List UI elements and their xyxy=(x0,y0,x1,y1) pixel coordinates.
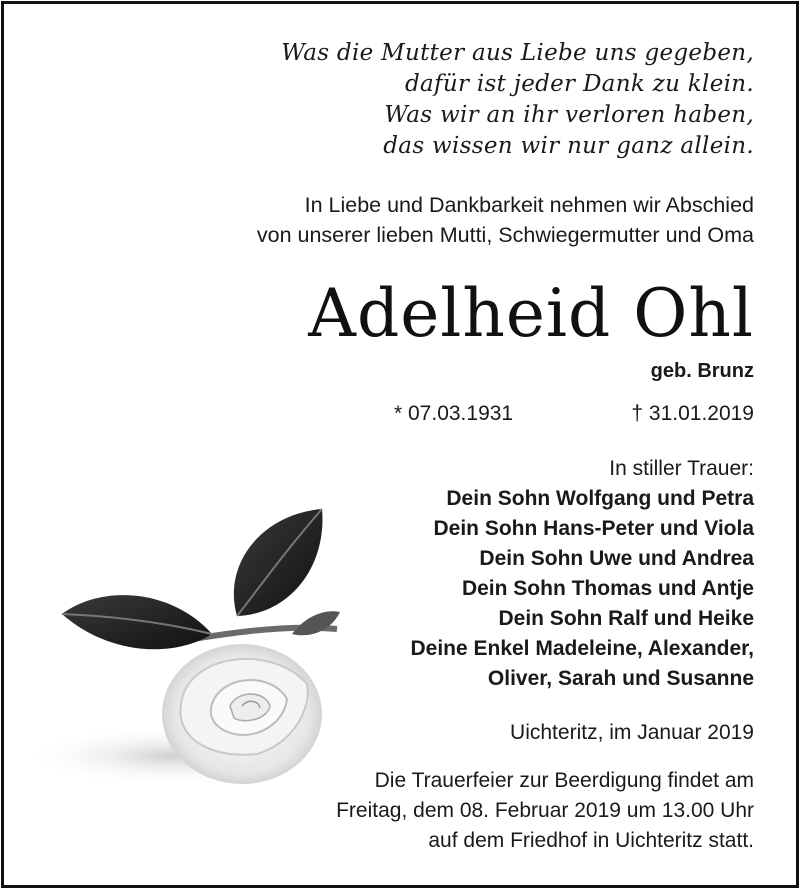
mourning-header: In stiller Trauer: xyxy=(609,457,754,480)
poem-line: Was die Mutter aus Liebe uns gegeben, xyxy=(281,40,754,66)
death-date: † 31.01.2019 xyxy=(631,402,754,425)
mourner-line: Dein Sohn Hans-Peter und Viola xyxy=(433,517,754,540)
poem-line: das wissen wir nur ganz allein. xyxy=(383,133,754,159)
deceased-name: Adelheid Ohl xyxy=(308,275,754,352)
mourner-line: Oliver, Sarah und Susanne xyxy=(487,667,754,690)
obituary-frame xyxy=(1,1,799,888)
mourners-block xyxy=(410,454,754,694)
rose-image xyxy=(22,494,352,794)
funeral-notice xyxy=(336,766,754,856)
poem-line: dafür ist jeder Dank zu klein. xyxy=(404,71,754,97)
intro-line: In Liebe und Dankbarkeit nehmen wir Abschied xyxy=(304,193,754,217)
poem-line: Was wir an ihr verloren haben, xyxy=(384,102,754,128)
farewell-intro xyxy=(257,190,754,250)
poem xyxy=(281,38,754,162)
life-dates xyxy=(394,402,754,434)
place-date: Uichteritz, im Januar 2019 xyxy=(510,721,754,744)
funeral-line: Freitag, dem 08. Februar 2019 um 13.00 Uhr xyxy=(336,799,754,822)
mourner-line: Deine Enkel Madeleine, Alexander, xyxy=(410,637,754,660)
mourner-line: Dein Sohn Wolfgang und Petra xyxy=(446,487,754,510)
funeral-line: Die Trauerfeier zur Beerdigung findet am xyxy=(374,769,754,792)
intro-line: von unserer lieben Mutti, Schwiegermutter und Oma xyxy=(256,223,754,247)
birth-name: geb. Brunz xyxy=(650,360,754,382)
birth-date: * 07.03.1931 xyxy=(394,402,514,425)
mourner-line: Dein Sohn Uwe und Andrea xyxy=(479,547,754,570)
mourner-line: Dein Sohn Thomas und Antje xyxy=(461,577,754,600)
funeral-line: auf dem Friedhof in Uichteritz statt. xyxy=(428,829,754,852)
mourner-line: Dein Sohn Ralf und Heike xyxy=(498,607,754,630)
